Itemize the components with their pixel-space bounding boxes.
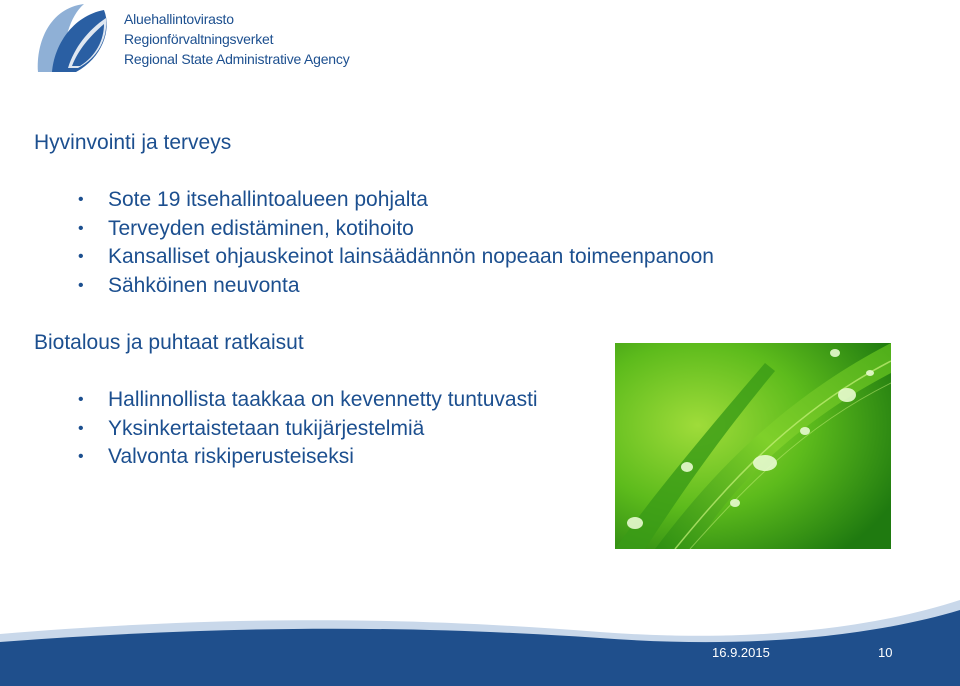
bullet-list-wellbeing [78, 186, 714, 300]
agency-name-en: Regional State Administrative Agency [124, 51, 350, 67]
list-item: • Hallinnollista taakkaa on kevennetty tuntuvasti [78, 386, 538, 415]
page-number: 10 [878, 645, 893, 660]
bullet-icon: • [78, 191, 84, 208]
bullet-icon: • [78, 276, 84, 294]
agency-name-sv: Regionförvaltningsverket [124, 31, 274, 47]
bullet-icon: • [78, 391, 84, 408]
bullet-icon: • [78, 419, 84, 437]
footer-wave [0, 596, 960, 686]
agency-logo [32, 2, 112, 76]
bullet-list-bioeconomy [78, 386, 538, 472]
section-heading-wellbeing: Hyvinvointi ja terveys [34, 131, 232, 154]
section-heading-bioeconomy: Biotalous ja puhtaat ratkaisut [34, 331, 304, 354]
list-item: • Valvonta riskiperusteiseksi [78, 443, 538, 472]
bullet-icon: • [78, 448, 84, 465]
list-item: • Sote 19 itsehallintoalueen pohjalta [78, 186, 714, 215]
grass-dew-photo [615, 343, 891, 549]
list-item: • Terveyden edistäminen, kotihoito [78, 215, 714, 244]
list-item: • Sähköinen neuvonta [78, 272, 714, 301]
agency-name-fi: Aluehallintovirasto [124, 11, 234, 27]
bullet-icon: • [78, 219, 84, 237]
list-item: • Yksinkertaistetaan tukijärjestelmiä [78, 415, 538, 444]
bullet-icon: • [78, 248, 84, 265]
footer-date: 16.9.2015 [712, 645, 770, 660]
agency-name [124, 9, 350, 69]
list-item: • Kansalliset ohjauskeinot lainsäädännön nopeaan toimeenpanoon [78, 243, 714, 272]
